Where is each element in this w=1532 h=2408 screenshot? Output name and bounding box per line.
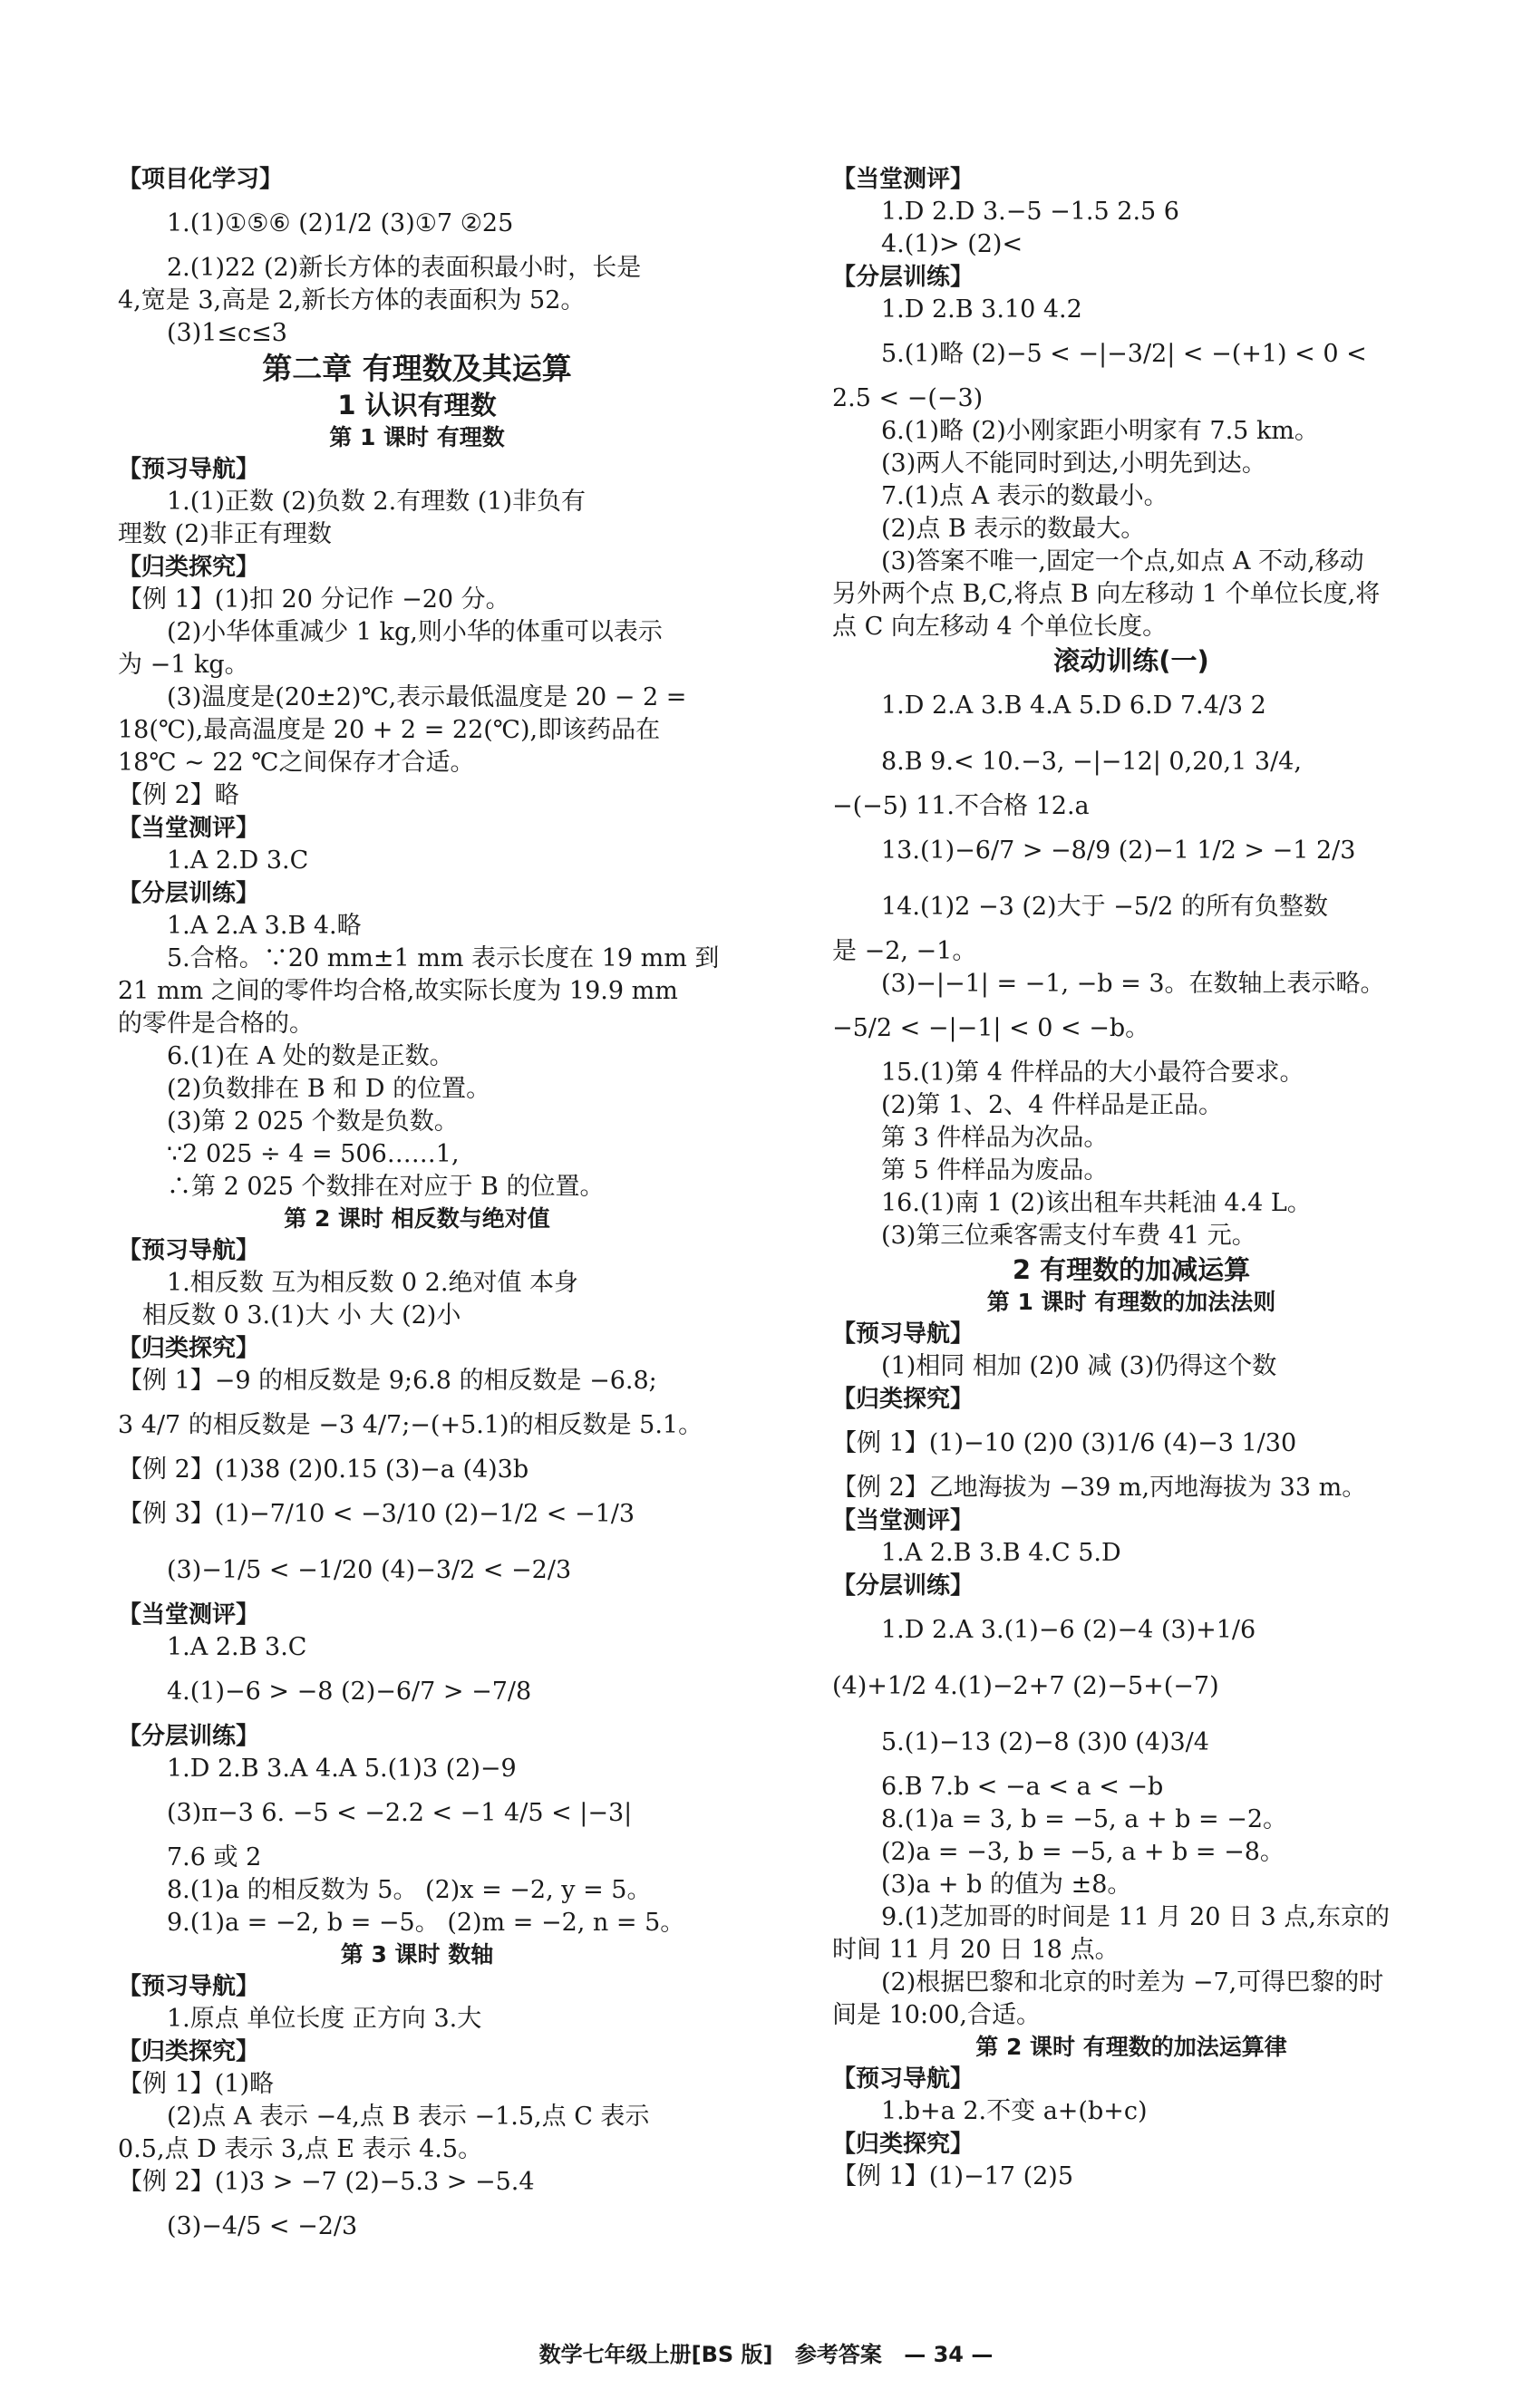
answer-line: 【例 1】(1)扣 20 分记作 −20 分。: [118, 585, 510, 614]
answer-line: 3 4/7 的相反数是 −3 4/7;−(+5.1)的相反数是 5.1。: [118, 1411, 703, 1439]
answer-line: 1.原点 单位长度 正方向 3.大: [167, 2005, 482, 2033]
answer-line: 1.(1)正数 (2)负数 2.有理数 (1)非负有: [167, 488, 587, 516]
answer-line: 1.A 2.A 3.B 4.略: [167, 912, 362, 940]
answer-line: 5.合格。∵20 mm±1 mm 表示长度在 19 mm 到: [167, 944, 720, 972]
answer-line: 0.5,点 D 表示 3,点 E 表示 4.5。: [118, 2135, 483, 2163]
answer-line: (3)第三位乘客需支付车费 41 元。: [881, 1222, 1256, 1250]
answer-line: 18℃ ~ 22 ℃之间保存才合适。: [118, 749, 475, 777]
answer-line: 为 −1 kg。: [118, 651, 249, 679]
answer-line: 的零件是合格的。: [118, 1010, 314, 1038]
answer-line: (3)−1/5 < −1/20 (4)−3/2 < −2/3: [167, 1556, 572, 1584]
footer-section: 参考答案: [794, 2342, 882, 2367]
lesson-title: 第 1 课时 有理数: [329, 424, 505, 450]
answer-line: 【例 1】(1)略: [118, 2070, 275, 2098]
answer-line: 8.(1)a 的相反数为 5。 (2)x = −2, y = 5。: [167, 1876, 652, 1904]
answer-line: 另外两个点 B,C,将点 B 向左移动 1 个单位长度,将: [832, 580, 1381, 608]
answer-line: 4.(1)−6 > −8 (2)−6/7 > −7/8: [167, 1678, 532, 1706]
answer-line: 第 5 件样品为废品。: [881, 1156, 1109, 1185]
answer-line: (3)两人不能同时到达,小明先到达。: [881, 450, 1266, 478]
answer-line: 1.D 2.D 3.−5 −1.5 2.5 6: [881, 198, 1179, 226]
answer-line: ∵2 025 ÷ 4 = 506……1,: [167, 1140, 460, 1168]
answer-line: 2.(1)22 (2)新长方体的表面积最小时，长是: [167, 254, 642, 282]
answer-line: (2)第 1、2、4 件样品是正品。: [881, 1091, 1223, 1119]
answer-line: 理数 (2)非正有理数: [118, 520, 332, 548]
answer-line: −(−5) 11.不合格 12.a: [832, 792, 1090, 820]
section-label: 【预习导航】: [118, 1973, 260, 2000]
section-label: 【项目化学习】: [118, 166, 284, 193]
answer-line: 第 3 件样品为次品。: [881, 1124, 1109, 1152]
answer-line: (3)温度是(20±2)℃,表示最低温度是 20 − 2 =: [167, 683, 687, 711]
answer-line: 21 mm 之间的零件均合格,故实际长度为 19.9 mm: [118, 977, 678, 1005]
answer-line: 【例 1】−9 的相反数是 9;6.8 的相反数是 −6.8;: [118, 1367, 657, 1395]
answer-line: (3)a + b 的值为 ±8。: [881, 1871, 1132, 1899]
answer-line: (2)负数排在 B 和 D 的位置。: [167, 1075, 491, 1103]
section-label: 【归类探究】: [118, 1335, 260, 1362]
section-label: 【预习导航】: [118, 1237, 260, 1264]
section-title: 滚动训练(一): [1053, 645, 1209, 676]
footer-book-title: 数学七年级上册[BS 版]: [538, 2342, 773, 2367]
section-label: 【分层训练】: [832, 1572, 974, 1600]
answer-line: 是 −2, −1。: [832, 937, 977, 965]
answer-line: 1.D 2.A 3.(1)−6 (2)−4 (3)+1/6: [881, 1616, 1256, 1644]
answer-line: 6.B 7.b < −a < a < −b: [881, 1773, 1164, 1801]
answer-line: (3)答案不唯一,固定一个点,如点 A 不动,移动: [881, 547, 1364, 575]
answer-line: (2)a = −3, b = −5, a + b = −8。: [881, 1838, 1285, 1866]
answer-line: 6.(1)略 (2)小刚家距小明家有 7.5 km。: [881, 417, 1319, 445]
answer-line: (3)−4/5 < −2/3: [167, 2212, 358, 2240]
answer-line: 1.A 2.B 3.B 4.C 5.D: [881, 1539, 1121, 1567]
answer-line: 9.(1)a = −2, b = −5。 (2)m = −2, n = 5。: [167, 1909, 685, 1937]
answer-line: (3)第 2 025 个数是负数。: [167, 1107, 459, 1136]
answer-line: (3)−|−1| = −1, −b = 3。在数轴上表示略。: [881, 970, 1385, 998]
answer-line: 1.D 2.B 3.A 4.A 5.(1)3 (2)−9: [167, 1755, 517, 1783]
right-column: [832, 163, 1430, 2193]
answer-line: −5/2 < −|−1| < 0 < −b。: [832, 1014, 1150, 1042]
answer-line: 1.A 2.B 3.C: [167, 1633, 307, 1661]
answer-line: 18(℃),最高温度是 20 + 2 = 22(℃),即该药品在: [118, 716, 661, 744]
section-label: 【当堂测评】: [118, 1601, 260, 1629]
answer-line: 16.(1)南 1 (2)该出租车共耗油 4.4 L。: [881, 1189, 1312, 1217]
section-label: 【当堂测评】: [118, 815, 260, 842]
answer-line: (2)小华体重减少 1 kg,则小华的体重可以表示: [167, 618, 663, 646]
answer-line: 8.(1)a = 3, b = −5, a + b = −2。: [881, 1805, 1288, 1833]
answer-line: 点 C 向左移动 4 个单位长度。: [832, 613, 1168, 641]
answer-line: 4,宽是 3,高是 2,新长方体的表面积为 52。: [118, 286, 586, 314]
answer-line: (2)点 B 表示的数最大。: [881, 515, 1146, 543]
answer-line: 【例 2】略: [118, 781, 239, 809]
answer-line: 7.6 或 2: [167, 1843, 262, 1871]
chapter-title: 第二章 有理数及其运算: [262, 351, 572, 386]
left-column: [118, 163, 720, 2255]
section-title: 2 有理数的加减运算: [1012, 1254, 1251, 1285]
answer-line: 1.A 2.D 3.C: [167, 846, 309, 875]
answer-line: (1)相同 相加 (2)0 减 (3)仍得这个数: [881, 1352, 1277, 1380]
answer-line: 1.D 2.B 3.10 4.2: [881, 295, 1082, 324]
answer-line: (3)π−3 6. −5 < −2.2 < −1 4/5 < |−3|: [167, 1799, 633, 1827]
answer-line: 【例 2】乙地海拔为 −39 m,丙地海拔为 33 m。: [832, 1474, 1367, 1502]
answer-line: 13.(1)−6/7 > −8/9 (2)−1 1/2 > −1 2/3: [881, 837, 1356, 865]
section-label: 【归类探究】: [832, 1386, 974, 1413]
section-label: 【预习导航】: [832, 1320, 974, 1348]
section-label: 【归类探究】: [118, 554, 260, 581]
answer-line: 【例 3】(1)−7/10 < −3/10 (2)−1/2 < −1/3: [118, 1500, 635, 1528]
section-label: 【归类探究】: [118, 2038, 260, 2065]
lesson-title: 第 1 课时 有理数的加法法则: [986, 1289, 1276, 1315]
answer-line: (4)+1/2 4.(1)−2+7 (2)−5+(−7): [832, 1672, 1219, 1700]
section-label: 【分层训练】: [118, 1723, 260, 1750]
section-label: 【预习导航】: [832, 2065, 974, 2093]
section-label: 【分层训练】: [832, 264, 974, 291]
answer-line: 14.(1)2 −3 (2)大于 −5/2 的所有负整数: [881, 893, 1328, 921]
answer-line: 7.(1)点 A 表示的数最小。: [881, 482, 1168, 510]
answer-line: 8.B 9.< 10.−3, −|−12| 0,20,1 3/4,: [881, 748, 1302, 776]
answer-line: (3)1≤c≤3: [167, 319, 287, 347]
lesson-title: 第 2 课时 相反数与绝对值: [284, 1205, 550, 1232]
answer-line: 时间 11 月 20 日 18 点。: [832, 1936, 1120, 1964]
lesson-title: 第 2 课时 有理数的加法运算律: [975, 2034, 1287, 2060]
section-label: 【归类探究】: [832, 2131, 974, 2158]
answer-line: 2.5 < −(−3): [832, 384, 984, 412]
answer-line: 相反数 0 3.(1)大 小 大 (2)小: [142, 1301, 461, 1330]
answer-line: (2)点 A 表示 −4,点 B 表示 −1.5,点 C 表示: [167, 2103, 650, 2131]
answer-line: 1.相反数 互为相反数 0 2.绝对值 本身: [167, 1269, 579, 1297]
answer-line: 1.D 2.A 3.B 4.A 5.D 6.D 7.4/3 2: [881, 691, 1266, 720]
section-label: 【分层训练】: [118, 880, 260, 907]
lesson-title: 第 3 课时 数轴: [340, 1941, 494, 1968]
answer-line: 4.(1)> (2)<: [881, 230, 1023, 258]
answer-line: 【例 1】(1)−17 (2)5: [832, 2162, 1073, 2190]
answer-line: 6.(1)在 A 处的数是正数。: [167, 1042, 454, 1070]
answer-line: ∴第 2 025 个数排在对应于 B 的位置。: [167, 1173, 605, 1201]
section-label: 【当堂测评】: [832, 1507, 974, 1534]
answer-line: 9.(1)芝加哥的时间是 11 月 20 日 3 点,东京的: [881, 1903, 1390, 1931]
answer-line: 1.b+a 2.不变 a+(b+c): [881, 2097, 1148, 2125]
section-label: 【当堂测评】: [832, 166, 974, 193]
answer-line: 【例 1】(1)−10 (2)0 (3)1/6 (4)−3 1/30: [832, 1429, 1297, 1457]
page-number: — 34 —: [904, 2342, 994, 2367]
page-footer: [0, 2336, 1532, 2368]
answer-line: 5.(1)略 (2)−5 < −|−3/2| < −(+1) < 0 <: [881, 340, 1367, 368]
section-title: 1 认识有理数: [337, 390, 497, 421]
answer-line: 【例 2】(1)3 > −7 (2)−5.3 > −5.4: [118, 2168, 535, 2196]
answer-line: 1.(1)①⑤⑥ (2)1/2 (3)①7 ②25: [167, 209, 514, 237]
answer-line: 15.(1)第 4 件样品的大小最符合要求。: [881, 1059, 1304, 1087]
answer-line: 5.(1)−13 (2)−8 (3)0 (4)3/4: [881, 1728, 1209, 1756]
answer-line: 【例 2】(1)38 (2)0.15 (3)−a (4)3b: [118, 1455, 529, 1484]
answer-line: (2)根据巴黎和北京的时差为 −7,可得巴黎的时: [881, 1968, 1384, 1997]
answer-line: 间是 10:00,合适。: [832, 2001, 1041, 2029]
section-label: 【预习导航】: [118, 456, 260, 483]
